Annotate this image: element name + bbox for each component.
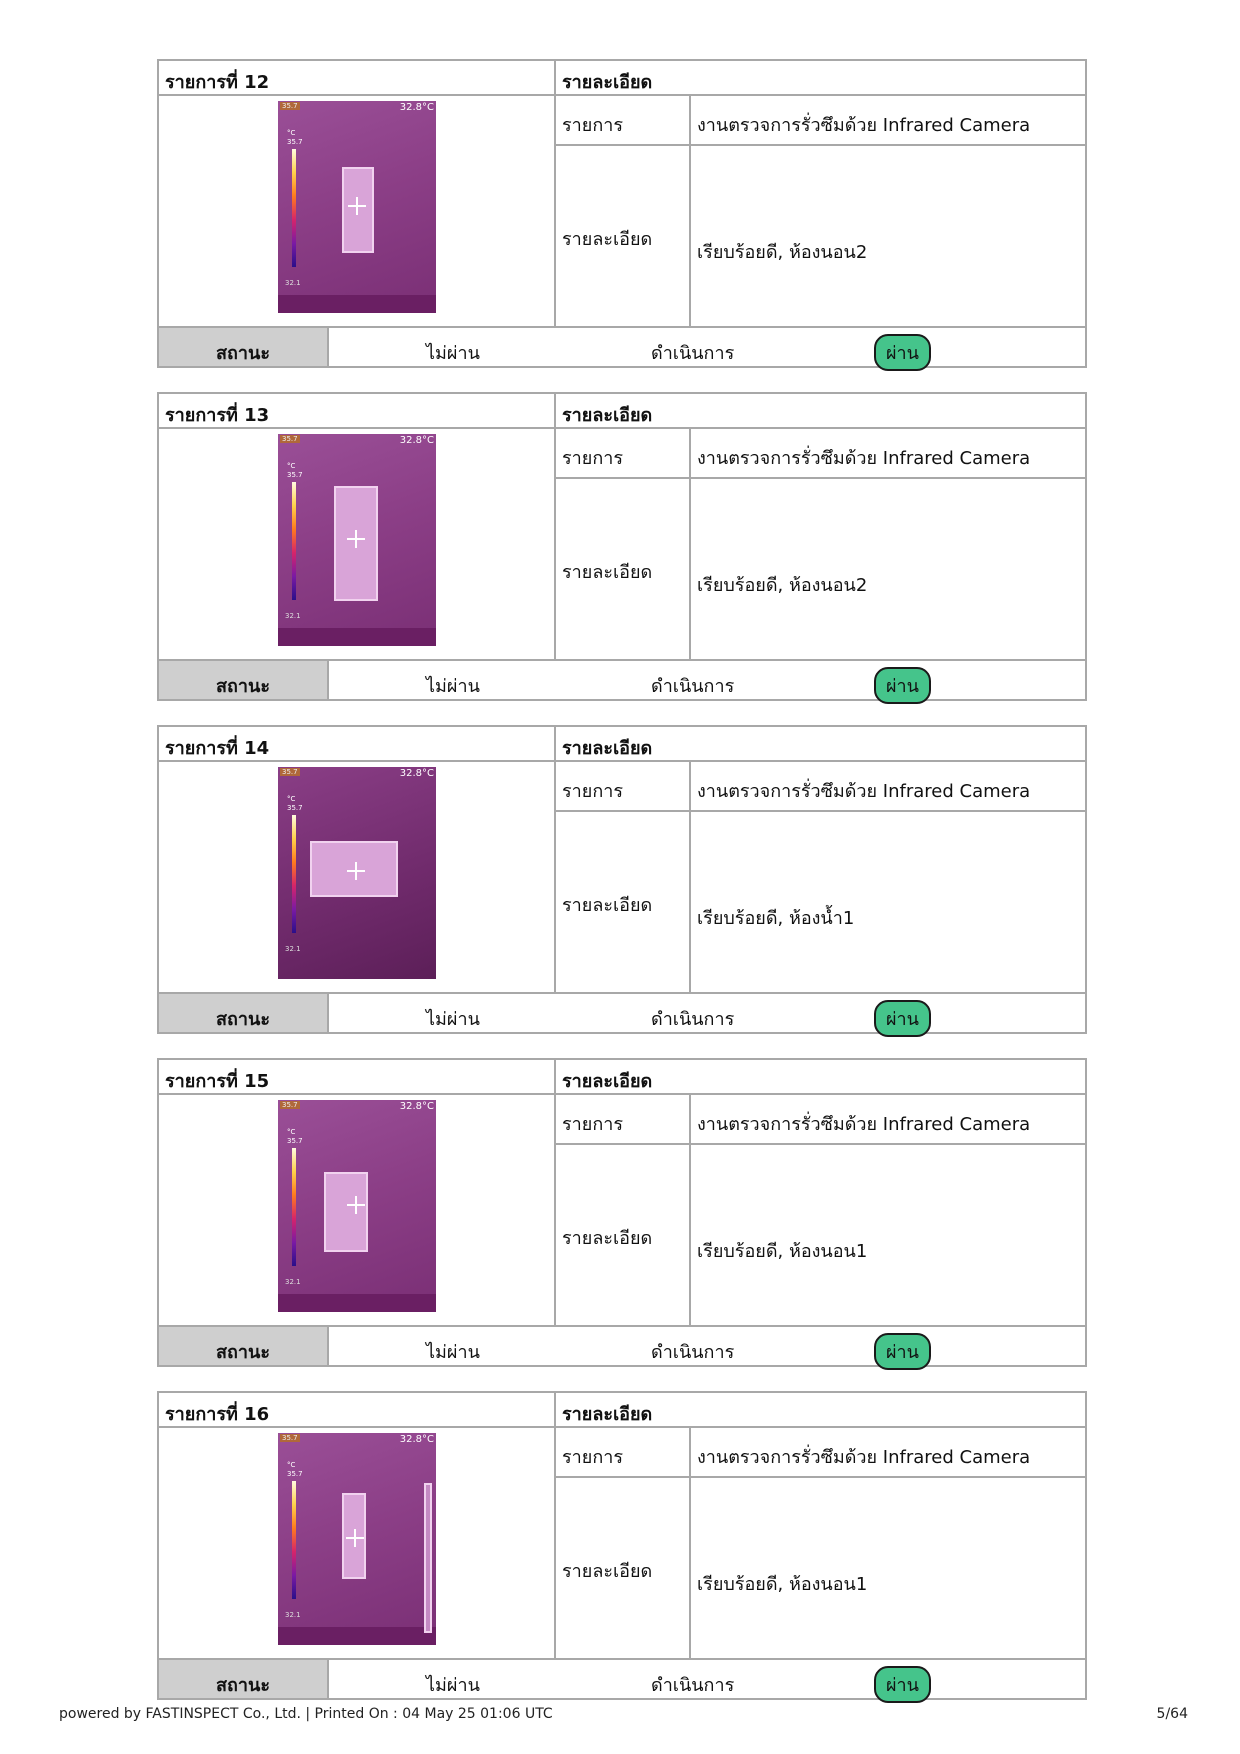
detail-header: รายละเอียด: [556, 727, 1085, 762]
inspection-item: [157, 1058, 1087, 1367]
status-option-fail[interactable]: ไม่ผ่าน: [426, 1009, 480, 1030]
thermal-color-scale: [292, 482, 296, 600]
status-option-pass[interactable]: ผ่าน: [874, 1666, 931, 1703]
thermal-max-reading: 35.7: [282, 768, 298, 776]
thermal-floor: [278, 1294, 436, 1312]
item-value: งานตรวจการรั่วซึมด้วย Infrared Camera: [691, 1428, 1085, 1478]
thermal-scale-bottom: 32.1: [285, 1611, 301, 1619]
status-option-pass[interactable]: ผ่าน: [874, 1000, 931, 1037]
item-title: รายการที่ 13: [159, 394, 556, 429]
thermal-unit: °C 35.7: [287, 1128, 303, 1145]
status-option-pass[interactable]: ผ่าน: [874, 667, 931, 704]
photo-cell: [159, 429, 556, 659]
photo-cell: [159, 1428, 556, 1658]
item-value: งานตรวจการรั่วซึมด้วย Infrared Camera: [691, 762, 1085, 812]
thermal-center-temp: 32.8°C: [399, 102, 434, 113]
item-label: รายการ: [556, 96, 691, 146]
status-option-fail[interactable]: ไม่ผ่าน: [426, 1675, 480, 1696]
status-options: [329, 1658, 1085, 1698]
detail-label: รายละเอียด: [556, 479, 691, 659]
thermal-image[interactable]: [278, 1100, 436, 1312]
inspection-item: [157, 725, 1087, 1034]
status-option-in-progress[interactable]: ดำเนินการ: [651, 1009, 735, 1030]
crosshair-icon: [354, 1529, 356, 1547]
thermal-center-temp: 32.8°C: [399, 1434, 434, 1445]
detail-header: รายละเอียด: [556, 394, 1085, 429]
thermal-color-scale: [292, 149, 296, 267]
status-label: สถานะ: [159, 326, 329, 366]
detail-value: เรียบร้อยดี, ห้องน้ำ1: [697, 908, 855, 929]
status-label: สถานะ: [159, 1325, 329, 1365]
status-option-in-progress[interactable]: ดำเนินการ: [651, 1342, 735, 1363]
thermal-center-temp: 32.8°C: [399, 1101, 434, 1112]
thermal-image[interactable]: [278, 1433, 436, 1645]
detail-value: เรียบร้อยดี, ห้องนอน1: [697, 1574, 868, 1595]
thermal-image[interactable]: [278, 767, 436, 979]
crosshair-icon: [355, 530, 357, 548]
detail-label: รายละเอียด: [556, 1145, 691, 1325]
thermal-max-reading: 35.7: [282, 102, 298, 110]
page-number: 5/64: [1156, 1706, 1188, 1722]
thermal-image[interactable]: [278, 101, 436, 313]
item-label: รายการ: [556, 762, 691, 812]
item-title: รายการที่ 12: [159, 61, 556, 96]
detail-label: รายละเอียด: [556, 1478, 691, 1658]
inspection-item: [157, 1391, 1087, 1700]
thermal-window: [324, 1172, 368, 1252]
status-option-fail[interactable]: ไม่ผ่าน: [426, 343, 480, 364]
status-option-in-progress[interactable]: ดำเนินการ: [651, 676, 735, 697]
status-option-pass[interactable]: ผ่าน: [874, 1333, 931, 1370]
thermal-floor: [278, 628, 436, 646]
thermal-scale-bottom: 32.1: [285, 279, 301, 287]
item-title: รายการที่ 15: [159, 1060, 556, 1095]
thermal-color-scale: [292, 1148, 296, 1266]
footer-credit: powered by FASTINSPECT Co., Ltd. | Printed On : 04 May 25 01:06 UTC: [59, 1706, 553, 1722]
thermal-scale-bottom: 32.1: [285, 945, 301, 953]
status-option-in-progress[interactable]: ดำเนินการ: [651, 1675, 735, 1696]
thermal-color-scale: [292, 1481, 296, 1599]
item-label: รายการ: [556, 429, 691, 479]
thermal-scale-bottom: 32.1: [285, 1278, 301, 1286]
photo-cell: [159, 1095, 556, 1325]
item-label: รายการ: [556, 1428, 691, 1478]
status-options: [329, 659, 1085, 699]
photo-cell: [159, 96, 556, 326]
crosshair-icon: [355, 862, 357, 880]
status-options: [329, 1325, 1085, 1365]
thermal-unit: °C 35.7: [287, 795, 303, 812]
inspection-item: [157, 392, 1087, 701]
detail-value: เรียบร้อยดี, ห้องนอน2: [697, 242, 868, 263]
status-label: สถานะ: [159, 1658, 329, 1698]
thermal-color-scale: [292, 815, 296, 933]
detail-header: รายละเอียด: [556, 1393, 1085, 1428]
status-label: สถานะ: [159, 992, 329, 1032]
detail-value: เรียบร้อยดี, ห้องนอน2: [697, 575, 868, 596]
item-value: งานตรวจการรั่วซึมด้วย Infrared Camera: [691, 96, 1085, 146]
status-options: [329, 992, 1085, 1032]
crosshair-icon: [355, 1196, 357, 1214]
item-value: งานตรวจการรั่วซึมด้วย Infrared Camera: [691, 429, 1085, 479]
status-option-fail[interactable]: ไม่ผ่าน: [426, 676, 480, 697]
status-option-fail[interactable]: ไม่ผ่าน: [426, 1342, 480, 1363]
thermal-center-temp: 32.8°C: [399, 435, 434, 446]
thermal-max-reading: 35.7: [282, 435, 298, 443]
thermal-floor: [278, 1627, 436, 1645]
thermal-window: [310, 841, 398, 897]
detail-label: รายละเอียด: [556, 146, 691, 326]
item-title: รายการที่ 14: [159, 727, 556, 762]
photo-cell: [159, 762, 556, 992]
thermal-max-reading: 35.7: [282, 1434, 298, 1442]
thermal-max-reading: 35.7: [282, 1101, 298, 1109]
thermal-image[interactable]: [278, 434, 436, 646]
item-label: รายการ: [556, 1095, 691, 1145]
thermal-unit: °C 35.7: [287, 129, 303, 146]
status-options: [329, 326, 1085, 366]
thermal-floor: [278, 295, 436, 313]
detail-value: เรียบร้อยดี, ห้องนอน1: [697, 1241, 868, 1262]
status-option-in-progress[interactable]: ดำเนินการ: [651, 343, 735, 364]
status-label: สถานะ: [159, 659, 329, 699]
thermal-unit: °C 35.7: [287, 1461, 303, 1478]
status-option-pass[interactable]: ผ่าน: [874, 334, 931, 371]
thermal-scale-bottom: 32.1: [285, 612, 301, 620]
crosshair-icon: [356, 197, 358, 215]
item-title: รายการที่ 16: [159, 1393, 556, 1428]
thermal-door-frame: [424, 1483, 432, 1633]
thermal-window: [342, 167, 374, 253]
detail-label: รายละเอียด: [556, 812, 691, 992]
inspection-item: [157, 59, 1087, 368]
item-value: งานตรวจการรั่วซึมด้วย Infrared Camera: [691, 1095, 1085, 1145]
thermal-center-temp: 32.8°C: [399, 768, 434, 779]
thermal-unit: °C 35.7: [287, 462, 303, 479]
detail-header: รายละเอียด: [556, 61, 1085, 96]
detail-header: รายละเอียด: [556, 1060, 1085, 1095]
